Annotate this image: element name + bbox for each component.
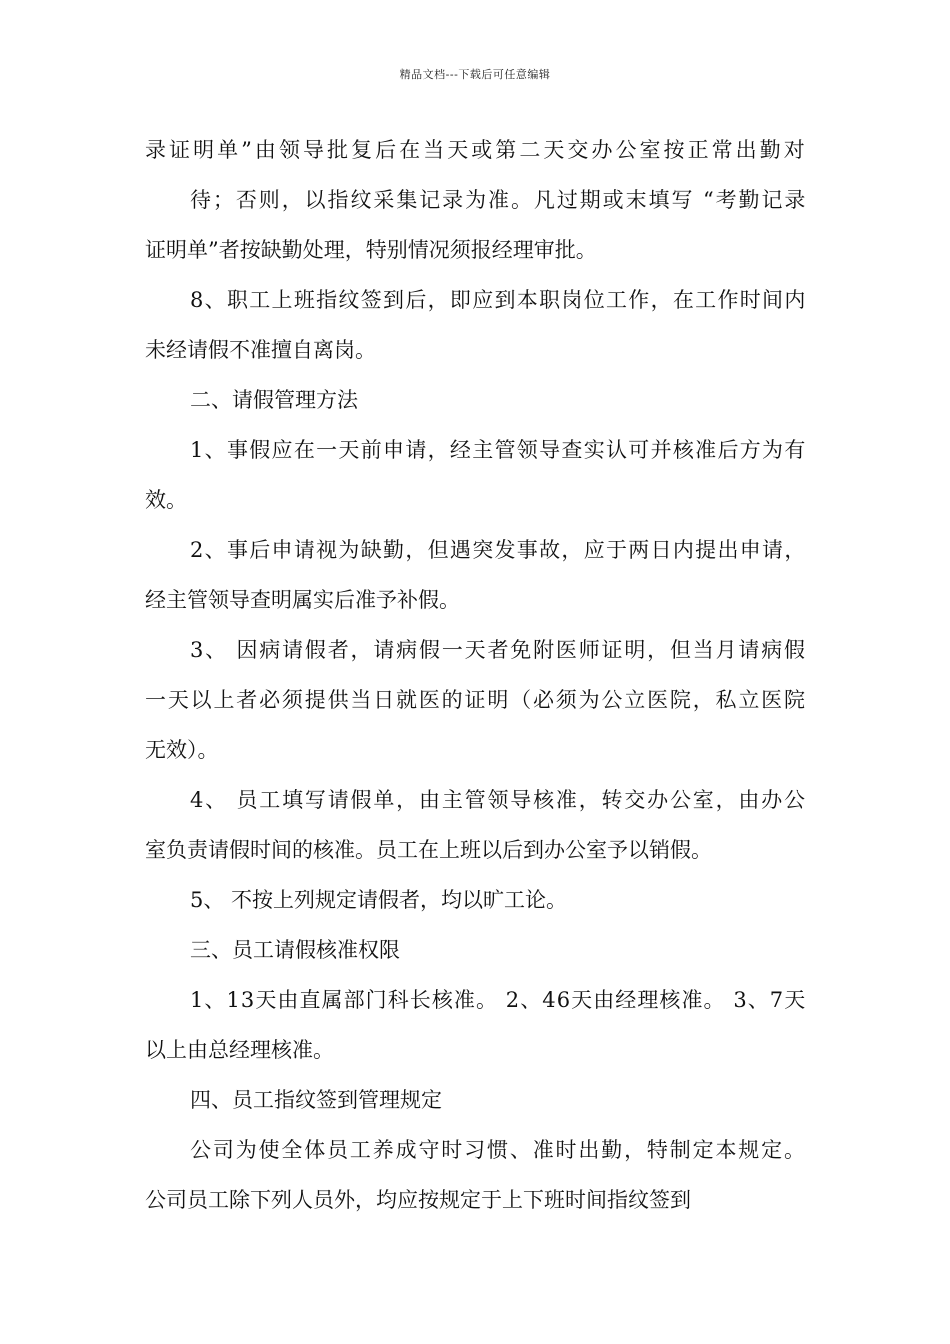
paragraph-line: 室负责请假时间的核准。员工在上班以后到办公室予以销假。 (145, 838, 712, 862)
paragraph-line: 效。 (145, 488, 187, 512)
paragraph-line: 2、事后申请视为缺勤，但遇突发事故，应于两日内提出申请， (190, 538, 807, 562)
paragraph-line: 证明单”者按缺勤处理，特别情况须报经理审批。 (145, 238, 597, 262)
paragraph-line: 公司员工除下列人员外，均应按规定于上下班时间指纹签到 (145, 1188, 691, 1212)
paragraph-line: 5、 不按上列规定请假者，均以旷工论。 (190, 888, 568, 912)
paragraph-line: 以上由总经理核准。 (145, 1038, 334, 1062)
section-heading: 二、请假管理方法 (190, 388, 358, 412)
section-heading: 三、员工请假核准权限 (190, 938, 400, 962)
paragraph-line: 经主管领导查明属实后准予补假。 (145, 588, 460, 612)
paragraph-line: 一天以上者必须提供当日就医的证明（必须为公立医院，私立医院 (145, 688, 807, 712)
paragraph-line: 待；否则，以指纹采集记录为准。凡过期或末填写 “考勤记录 (190, 188, 808, 212)
page-header: 精品文档---下载后可任意编辑 (399, 68, 551, 81)
paragraph-line: 未经请假不准擅自离岗。 (145, 338, 376, 362)
paragraph-line: 无效）。 (145, 738, 219, 762)
section-heading: 四、员工指纹签到管理规定 (190, 1088, 442, 1112)
paragraph-line: 4、 员工填写请假单，由主管领导核准，转交办公室，由办公 (190, 788, 807, 812)
paragraph-line: 录证明单”由领导批复后在当天或第二天交办公室按正常出勤对 (145, 138, 808, 162)
paragraph-line: 1、13天由直属部门科长核准。 2、46天由经理核准。 3、7天 (190, 988, 807, 1012)
paragraph-line: 1、事假应在一天前申请，经主管领导查实认可并核准后方为有 (190, 438, 807, 462)
paragraph-line: 公司为使全体员工养成守时习惯、准时出勤，特制定本规定。 (190, 1138, 807, 1162)
paragraph-line: 8、职工上班指纹签到后，即应到本职岗位工作，在工作时间内 (190, 288, 807, 312)
paragraph-line: 3、 因病请假者，请病假一天者免附医师证明，但当月请病假 (190, 638, 807, 662)
